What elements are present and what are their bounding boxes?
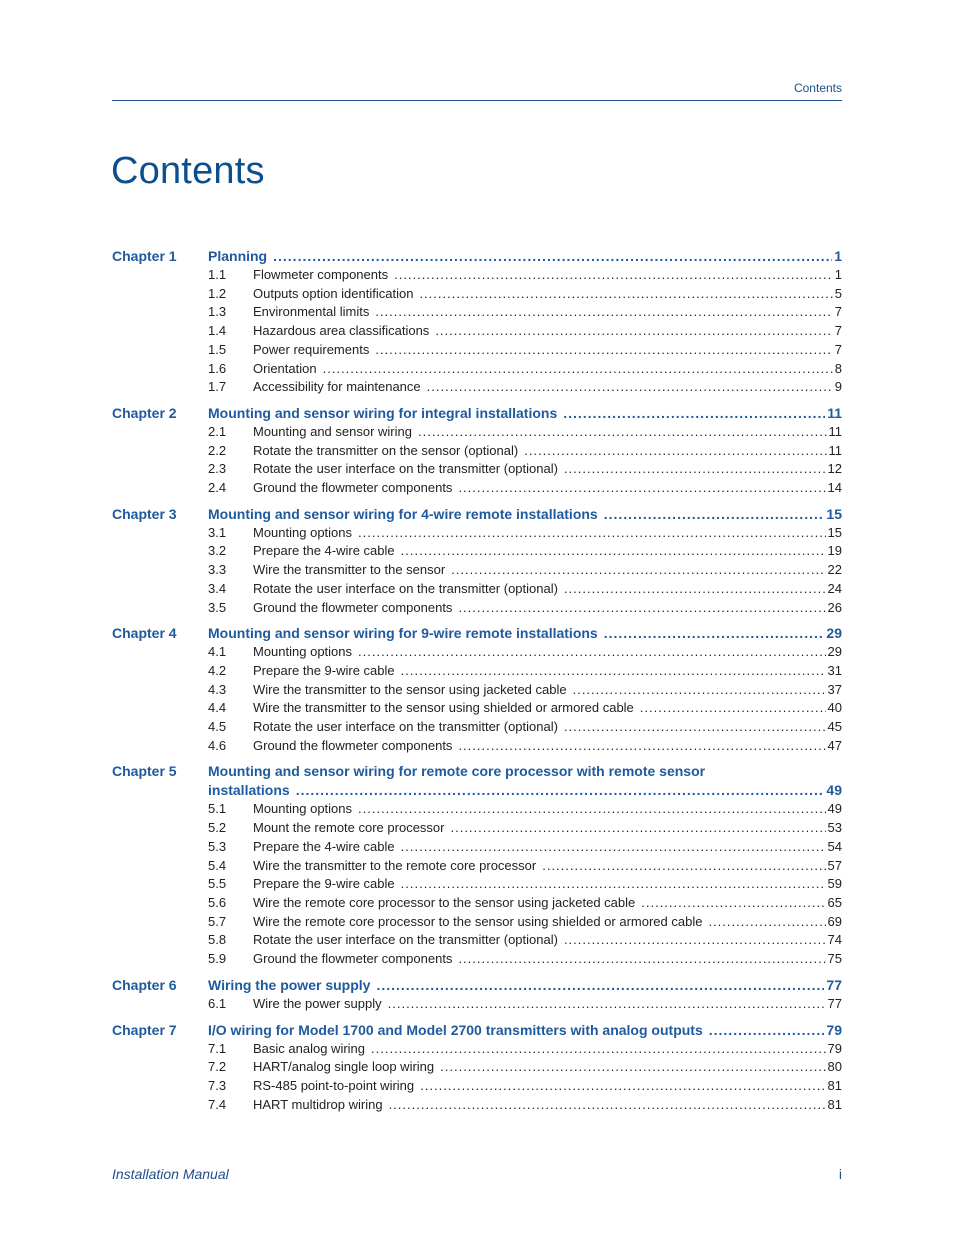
dot-leader [524,442,826,461]
section-number: 2.3 [208,461,227,477]
toc-entry[interactable] [208,800,842,819]
section-title: RS-485 point-to-point wiring [253,1077,415,1093]
chapter-6 [112,976,842,1014]
toc-entry[interactable] [208,460,842,479]
chapter-title: Wiring the power supply [208,976,371,993]
section-page: 77 [827,995,842,1011]
section-number: 1.3 [208,304,227,320]
chapter-link[interactable] [208,781,842,800]
section-page: 81 [827,1096,842,1112]
chapter-label: Chapter 7 [112,1021,177,1038]
chapter-page: 79 [826,1021,842,1038]
chapter-link[interactable] [208,624,842,643]
section-title: Rotate the transmitter on the sensor (optional) [253,442,519,458]
toc-entry[interactable] [208,1077,842,1096]
dot-leader [640,699,826,718]
section-page: 7 [834,323,842,339]
dot-leader [450,819,825,838]
dot-leader [573,681,826,700]
chapter-page: 11 [827,404,842,421]
dot-leader [709,1021,825,1040]
section-number: 4.6 [208,737,227,753]
section-title: Mounting options [253,801,353,817]
dot-leader [401,838,826,857]
footer-page-number: i [838,1166,842,1182]
toc-entry[interactable] [208,857,842,876]
section-number: 1.6 [208,360,227,376]
chapter-label: Chapter 2 [112,404,177,421]
section-title: HART/analog single loop wiring [253,1059,435,1075]
section-number: 4.2 [208,662,227,678]
dot-leader [376,976,824,995]
dot-leader [458,950,825,969]
chapter-page: 15 [826,505,842,522]
section-title: Mounting options [253,644,353,660]
section-number: 2.2 [208,442,227,458]
section-number: 7.3 [208,1077,227,1093]
section-title: Mounting options [253,524,353,540]
section-page: 7 [834,341,842,357]
section-number: 3.5 [208,599,227,615]
chapter-label: Chapter 5 [112,763,177,780]
section-number: 3.1 [208,524,227,540]
section-page: 74 [827,932,842,948]
section-number: 2.1 [208,423,227,439]
chapter-3 [112,505,842,618]
dot-leader [358,643,826,662]
dot-leader [358,800,826,819]
toc-entry[interactable] [208,360,842,379]
toc-entry[interactable] [208,341,842,360]
dot-leader [564,580,826,599]
section-number: 1.5 [208,341,227,357]
section-page: 22 [827,562,842,578]
section-page: 14 [827,480,842,496]
section-page: 7 [834,304,842,320]
chapter-title: Planning [208,248,268,264]
section-number: 5.8 [208,932,227,948]
dot-leader [564,460,826,479]
page-title: Contents [111,150,265,192]
toc-entry[interactable] [208,1040,842,1059]
toc-entry[interactable] [208,1096,842,1115]
dot-leader [604,624,825,643]
chapter-title: Mounting and sensor wiring for 9-wire remote installations [208,625,598,642]
section-title: Wire the transmitter to the sensor using jacketed cable [253,681,567,697]
section-title: Orientation [253,360,317,376]
section-title: Wire the transmitter to the remote core processor [253,857,537,873]
toc-entry[interactable] [208,561,842,580]
section-number: 3.2 [208,543,227,559]
dot-leader [458,479,825,498]
chapter-title: Mounting and sensor wiring for 4-wire remote installations [208,505,598,522]
section-title: Wire the remote core processor to the sensor using shielded or armored cable [253,913,703,929]
footer-manual-title: Installation Manual [112,1166,229,1182]
section-number: 4.1 [208,644,227,660]
chapter-page: 29 [826,625,842,642]
dot-leader [388,995,826,1014]
dot-leader [375,341,832,360]
section-title: Rotate the user interface on the transmitter (optional) [253,719,558,735]
section-title: Wire the transmitter to the sensor [253,562,446,578]
toc-entry[interactable] [208,681,842,700]
section-page: 47 [827,737,842,753]
chapter-label: Chapter 1 [112,248,177,264]
toc-entry[interactable] [208,913,842,932]
section-title: Outputs option identification [253,285,414,301]
chapter-title-line1[interactable]: Mounting and sensor wiring for remote core processor with remote sensor [208,763,706,780]
section-page: 37 [827,681,842,697]
dot-leader [458,599,825,618]
dot-leader [401,542,826,561]
section-number: 5.4 [208,857,227,873]
section-title: Power requirements [253,341,370,357]
toc-entry[interactable] [208,931,842,950]
dot-leader [375,303,832,322]
section-page: 40 [827,700,842,716]
section-page: 26 [827,599,842,615]
section-page: 5 [834,285,842,301]
section-page: 29 [827,644,842,660]
toc-entry[interactable] [208,599,842,618]
section-page: 81 [827,1077,842,1093]
dot-leader [564,718,826,737]
chapter-2 [112,404,842,498]
section-number: 5.3 [208,838,227,854]
toc-entry[interactable] [208,662,842,681]
section-number: 4.5 [208,719,227,735]
section-page: 65 [827,894,842,910]
section-number: 4.4 [208,700,227,716]
section-title: Prepare the 9-wire cable [253,876,395,892]
chapter-1 [112,247,842,397]
section-page: 19 [827,543,842,559]
dot-leader [418,423,827,442]
toc-entry[interactable] [208,819,842,838]
dot-leader [563,404,825,423]
chapter-label: Chapter 3 [112,505,177,522]
toc-entry[interactable] [208,643,842,662]
section-title: Hazardous area classifications [253,323,430,339]
section-number: 3.3 [208,562,227,578]
toc-entry[interactable] [208,266,842,285]
toc-entry[interactable] [208,580,842,599]
dot-leader [401,875,826,894]
toc-entry[interactable] [208,423,842,442]
chapter-5 [112,762,842,968]
chapter-title: installations [208,782,290,799]
chapter-page: 49 [826,782,842,799]
section-title: Ground the flowmeter components [253,951,453,967]
dot-leader [641,894,825,913]
section-title: Rotate the user interface on the transmitter (optional) [253,580,558,596]
section-number: 4.3 [208,681,227,697]
section-page: 57 [827,857,842,873]
toc-entry[interactable] [208,875,842,894]
table-of-contents [112,247,842,1121]
section-number: 5.6 [208,894,227,910]
dot-leader [458,737,825,756]
dot-leader [427,378,833,397]
toc-entry[interactable] [208,285,842,304]
section-page: 53 [827,820,842,836]
toc-entry[interactable] [208,303,842,322]
section-page: 8 [834,360,842,376]
dot-leader [394,266,833,285]
section-title: Accessibility for maintenance [253,379,421,395]
chapter-label: Chapter 4 [112,625,177,642]
section-number: 5.5 [208,876,227,892]
section-number: 1.7 [208,379,227,395]
toc-entry[interactable] [208,737,842,756]
toc-entry[interactable] [208,378,842,397]
section-title: Rotate the user interface on the transmitter (optional) [253,461,558,477]
chapter-7 [112,1021,842,1115]
section-page: 15 [827,524,842,540]
toc-entry[interactable] [208,718,842,737]
header-label: Contents [793,81,842,95]
dot-leader [371,1040,826,1059]
section-page: 69 [827,913,842,929]
dot-leader [435,322,832,341]
section-page: 75 [827,951,842,967]
section-page: 80 [827,1059,842,1075]
section-title: Wire the remote core processor to the sensor using jacketed cable [253,894,636,910]
section-title: HART multidrop wiring [253,1096,383,1112]
section-number: 5.2 [208,820,227,836]
section-number: 2.4 [208,480,227,496]
section-number: 6.1 [208,995,227,1011]
section-title: Ground the flowmeter components [253,480,453,496]
toc-entry[interactable] [208,479,842,498]
dot-leader [708,913,825,932]
toc-entry[interactable] [208,838,842,857]
chapter-page: 1 [834,248,842,264]
chapter-link[interactable] [208,404,842,423]
chapter-link[interactable] [208,1021,842,1040]
dot-leader [604,505,825,524]
section-page: 11 [828,423,842,439]
section-page: 79 [827,1040,842,1056]
dot-leader [389,1096,826,1115]
section-title: Basic analog wiring [253,1040,366,1056]
section-title: Prepare the 4-wire cable [253,543,395,559]
section-page: 49 [827,801,842,817]
section-title: Ground the flowmeter components [253,599,453,615]
dot-leader [273,247,832,266]
section-page: 1 [834,267,842,282]
section-title: Mount the remote core processor [253,820,445,836]
section-title: Wire the power supply [253,995,382,1011]
dot-leader [419,285,832,304]
dot-leader [440,1058,825,1077]
dot-leader [401,662,826,681]
section-page: 9 [834,379,842,395]
dot-leader [451,561,825,580]
chapter-title: Mounting and sensor wiring for integral installations [208,404,558,421]
section-title: Mounting and sensor wiring [253,423,412,439]
toc-entry[interactable] [208,995,842,1014]
section-title: Rotate the user interface on the transmitter (optional) [253,932,558,948]
toc-entry[interactable] [208,442,842,461]
toc-entry[interactable] [208,542,842,561]
toc-entry[interactable] [208,894,842,913]
chapter-link[interactable] [208,247,842,266]
section-title: Prepare the 9-wire cable [253,662,395,678]
chapter-link[interactable] [208,505,842,524]
dot-leader [358,524,826,543]
section-title: Ground the flowmeter components [253,737,453,753]
dot-leader [564,931,826,950]
section-number: 5.9 [208,951,227,967]
chapter-4 [112,624,842,755]
section-number: 7.4 [208,1096,227,1112]
section-page: 12 [827,461,842,477]
section-number: 1.2 [208,285,227,301]
section-number: 3.4 [208,580,227,596]
chapter-page: 77 [826,976,842,993]
toc-entry[interactable] [208,699,842,718]
dot-leader [323,360,833,379]
dot-leader [420,1077,825,1096]
dot-leader [542,857,825,876]
toc-entry[interactable] [208,322,842,341]
section-page: 31 [827,662,842,678]
section-number: 5.7 [208,913,227,929]
chapter-link[interactable] [208,976,842,995]
header-rule [112,100,842,101]
toc-entry[interactable] [208,524,842,543]
section-title: Flowmeter components [253,267,389,282]
section-page: 24 [827,580,842,596]
section-number: 1.4 [208,323,227,339]
section-number: 7.2 [208,1059,227,1075]
toc-entry[interactable] [208,950,842,969]
section-page: 45 [827,719,842,735]
section-title: Prepare the 4-wire cable [253,838,395,854]
section-title: Environmental limits [253,304,370,320]
section-number: 7.1 [208,1040,227,1056]
section-number: 5.1 [208,801,227,817]
toc-entry[interactable] [208,1058,842,1077]
section-page: 54 [827,838,842,854]
section-title: Wire the transmitter to the sensor using shielded or armored cable [253,700,634,716]
chapter-label: Chapter 6 [112,976,177,993]
dot-leader [296,781,825,800]
section-number: 1.1 [208,267,227,282]
section-page: 11 [828,442,842,458]
section-page: 59 [827,876,842,892]
chapter-title: I/O wiring for Model 1700 and Model 2700 transmitters with analog outputs [208,1021,703,1038]
